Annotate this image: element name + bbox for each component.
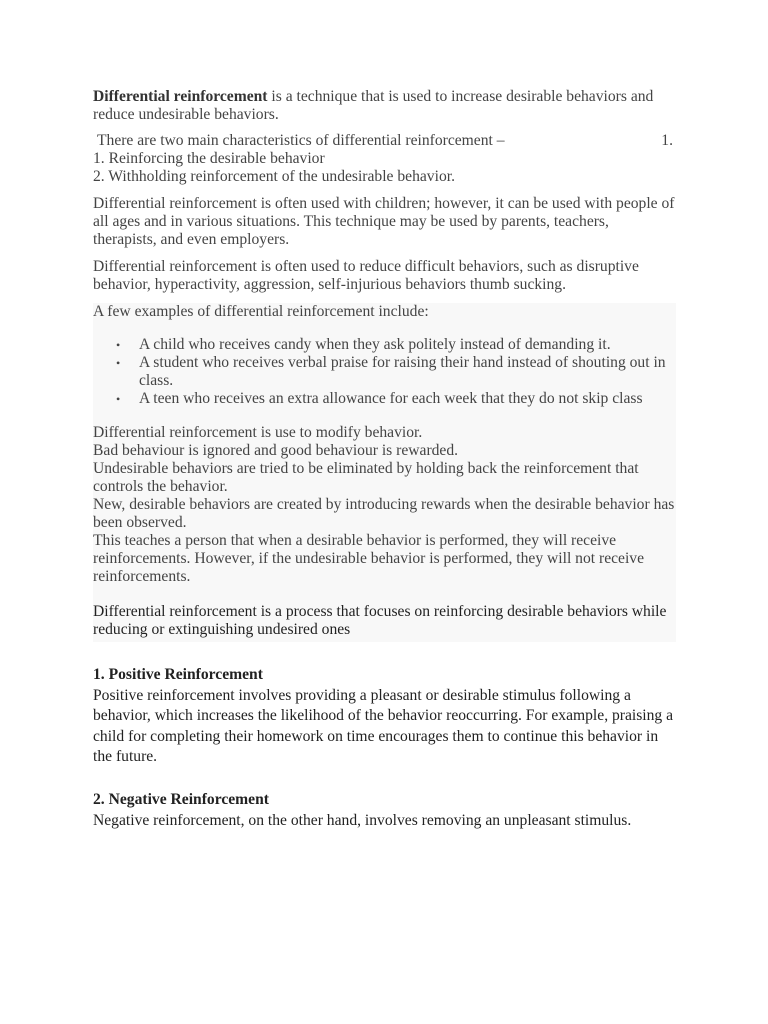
list-item-text: A teen who receives an extra allowance for each week that they do not skip class	[139, 390, 643, 407]
intro-text: is a technique that is used to increase desirable behaviors and reduce undesirable behaviors.	[93, 88, 654, 123]
usage-paragraph: Differential reinforcement is often used with children; however, it can be used with people of all ages and in various situations. This technique may be used by parents, teachers, therapists, and even employers.	[93, 195, 675, 248]
bullet-icon: •	[116, 338, 121, 352]
negative-reinforcement-section	[93, 790, 676, 831]
modify-line: New, desirable behaviors are created by introducing rewards when the desirable behavior has been observed.	[93, 496, 675, 531]
examples-list	[93, 336, 676, 408]
modify-line: Bad behaviour is ignored and good behaviour is rewarded.	[93, 442, 459, 459]
characteristic-item: 2. Withholding reinforcement of the undesirable behavior.	[93, 168, 455, 185]
list-item	[116, 336, 676, 354]
modify-line: This teaches a person that when a desirable behavior is performed, they will receive reinforcements. However, if the undesirable behavior is performed, they will not receive reinforcements.	[93, 532, 645, 585]
list-item	[116, 354, 676, 390]
characteristic-item: 1. Reinforcing the desirable behavior	[93, 150, 325, 167]
section-heading: 2. Negative Reinforcement	[93, 790, 269, 808]
bullet-icon: •	[116, 392, 121, 406]
shaded-examples-section	[93, 303, 676, 642]
reduce-paragraph: Differential reinforcement is often used to reduce difficult behaviors, such as disruptive behavior, hyperactivity, aggression, self-injurious behaviors thumb sucking.	[93, 258, 639, 293]
process-paragraph: Differential reinforcement is a process that focuses on reinforcing desirable behaviors while reducing or extinguishing undesired ones	[93, 603, 667, 638]
intro-term: Differential reinforcement	[93, 88, 268, 105]
section-heading: 1. Positive Reinforcement	[93, 666, 263, 683]
intro-paragraph	[93, 88, 676, 124]
characteristics-heading: There are two main characteristics of differential reinforcement –	[97, 132, 505, 149]
list-item-text: A student who receives verbal praise for raising their hand instead of shouting out in class.	[139, 354, 666, 389]
section-body: Positive reinforcement involves providing a pleasant or desirable stimulus following a behavior, which increases the likelihood of the behavior reoccurring. For example, praising a child for completing their homework on time encourages them to continue this behavior in the future.	[93, 686, 674, 766]
list-item-text: A child who receives candy when they ask politely instead of demanding it.	[139, 336, 611, 353]
bullet-icon: •	[116, 356, 121, 370]
modify-behavior-block	[93, 424, 676, 586]
modify-line: Differential reinforcement is use to modify behavior.	[93, 424, 423, 441]
positive-reinforcement-section	[93, 665, 676, 768]
document-body	[93, 88, 676, 831]
section-body: Negative reinforcement, on the other hand, involves removing an unpleasant stimulus.	[93, 811, 632, 829]
examples-lead: A few examples of differential reinforcement include:	[93, 303, 429, 320]
characteristics-trailing-number: 1.	[661, 132, 673, 149]
characteristics-block	[93, 132, 676, 186]
list-item	[116, 390, 676, 408]
modify-line: Undesirable behaviors are tried to be eliminated by holding back the reinforcement that controls the behavior.	[93, 460, 639, 495]
characteristics-heading-line	[93, 132, 676, 150]
